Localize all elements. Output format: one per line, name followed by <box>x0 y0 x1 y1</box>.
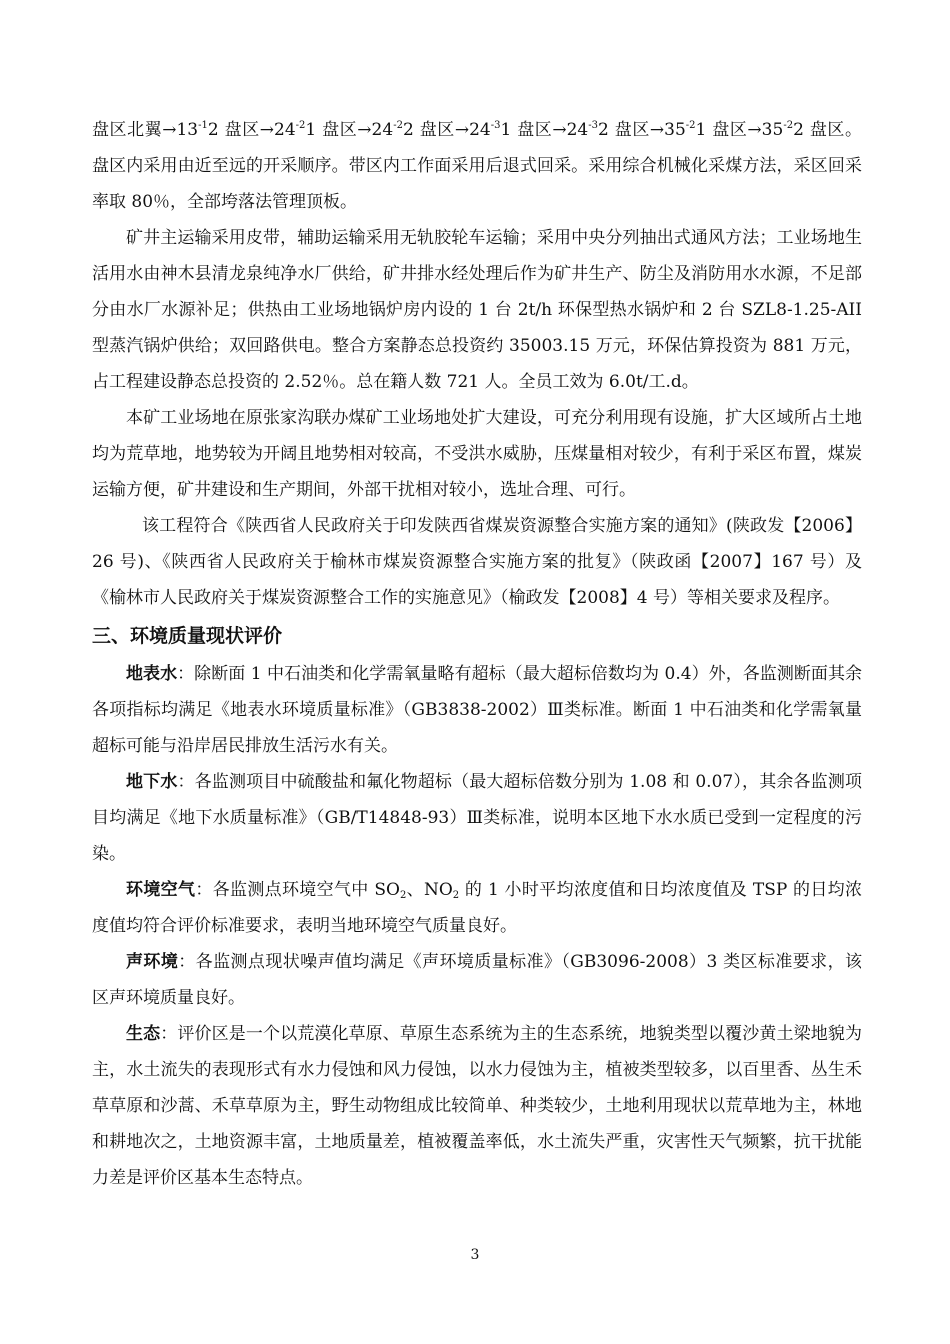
paragraph-mining-sequence: 盘区北翼$\to 13^{-1}2$ 盘区$\to 24^{-2}1$ 盘区$\to 24^{-2}2$ 盘区$\to 24^{-3}1$ 盘区$\to 24^{-3}2$ 盘区$\to 35^{-2}1$ 盘区$\to 35^{-2}2$ 盘区。盘区内采用由近至远的开采顺序。带区内工作面采用后退式回采。采用综合机械化采煤方法，采区回采率取 80％，全部垮落法管理顶板。 <box>92 120 862 212</box>
page-number: 3 <box>470 1247 480 1263</box>
paragraph-site-selection: 本矿工业场地在原张家沟联办煤矿工业场地处扩大建设，可充分利用现有设施，扩大区域所占土地均为荒草地，地势较为开阔且地势相对较高，不受洪水威胁，压煤量相对较少，有利于采区布置，煤炭运输方便，矿井建设和生产期间，外部干扰相对较小，选址合理、可行。 <box>92 408 862 500</box>
paragraph-surface-water: 地表水：除断面 1 中石油类和化学需氧量略有超标（最大超标倍数均为 0.4）外，各监测断面其余各项指标均满足《地表水环境质量标准》（GB3838-2002）Ⅲ类标准。断面 1 中石油类和化学需氧量超标可能与沿岸居民排放生活污水有关。 <box>92 664 863 756</box>
section-heading-environment: 三、环境质量现状评价 <box>92 625 283 647</box>
paragraph-ambient-air: 环境空气：各监测点环境空气中 $SO_2$、$NO_2$ 的 1 小时平均浓度值和日均浓度值及 TSP 的日均浓度值均符合评价标准要求，表明当地环境空气质量良好。 <box>92 880 863 936</box>
document-page <box>92 112 862 1196</box>
lead-ambient-air: 环境空气 <box>126 880 196 900</box>
lead-surface-water: 地表水 <box>126 664 178 684</box>
paragraph-ground-water: 地下水：各监测项目中硫酸盐和氟化物超标（最大超标倍数分别为 1.08 和 0.07），其余各监测项目均满足《地下水质量标准》（GB/T14848-93）Ⅲ类标准，说明本区地下水水质已受到一定程度的污染。 <box>92 772 862 864</box>
paragraph-noise: 声环境：各监测点现状噪声值均满足《声环境质量标准》（GB3096-2008）3 类区标准要求，该区声环境质量良好。 <box>92 952 863 1008</box>
paragraph-transport-utilities: 矿井主运输采用皮带，辅助运输采用无轨胶轮车运输；采用中央分列抽出式通风方法；工业场地生活用水由神木县清龙泉纯净水厂供给，矿井排水经处理后作为矿井生产、防尘及消防用水水源，不足部分由水厂水源补足；供热由工业场地锅炉房内设的 1 台 2t/h 环保型热水锅炉和 2 台 SZL8-1.25-AII 型蒸汽锅炉供给；双回路供电。整合方案静态总投资约 35003.15 万元，环保估算投资为 881 万元，占工程建设静态总投资的 2.52％。总在籍人数 721 人。全员工效为 6.0t/工.d。 <box>92 228 862 392</box>
lead-noise: 声环境 <box>126 952 179 972</box>
lead-ecology: 生态 <box>126 1024 161 1044</box>
lead-ground-water: 地下水 <box>126 772 178 792</box>
paragraph-ecology: 生态：评价区是一个以荒漠化草原、草原生态系统为主的生态系统，地貌类型以覆沙黄土梁地貌为主，水土流失的表现形式有水力侵蚀和风力侵蚀，以水力侵蚀为主，植被类型较多，以百里香、丛生禾草草原和沙蒿、禾草草原为主，野生动物组成比较简单、种类较少，土地利用现状以荒草地为主，林地和耕地次之，土地资源丰富，土地质量差，植被覆盖率低，水土流失严重，灾害性天气频繁，抗干扰能力差是评价区基本生态特点。 <box>92 1024 863 1188</box>
paragraph-policy-compliance: 该工程符合《陕西省人民政府关于印发陕西省煤炭资源整合实施方案的通知》(陕政发【2006】26 号)、《陕西省人民政府关于榆林市煤炭资源整合实施方案的批复》（陕政函【2007】167 号）及《榆林市人民政府关于煤炭资源整合工作的实施意见》（榆政发【2008】4 号）等相关要求及程序。 <box>92 516 862 608</box>
